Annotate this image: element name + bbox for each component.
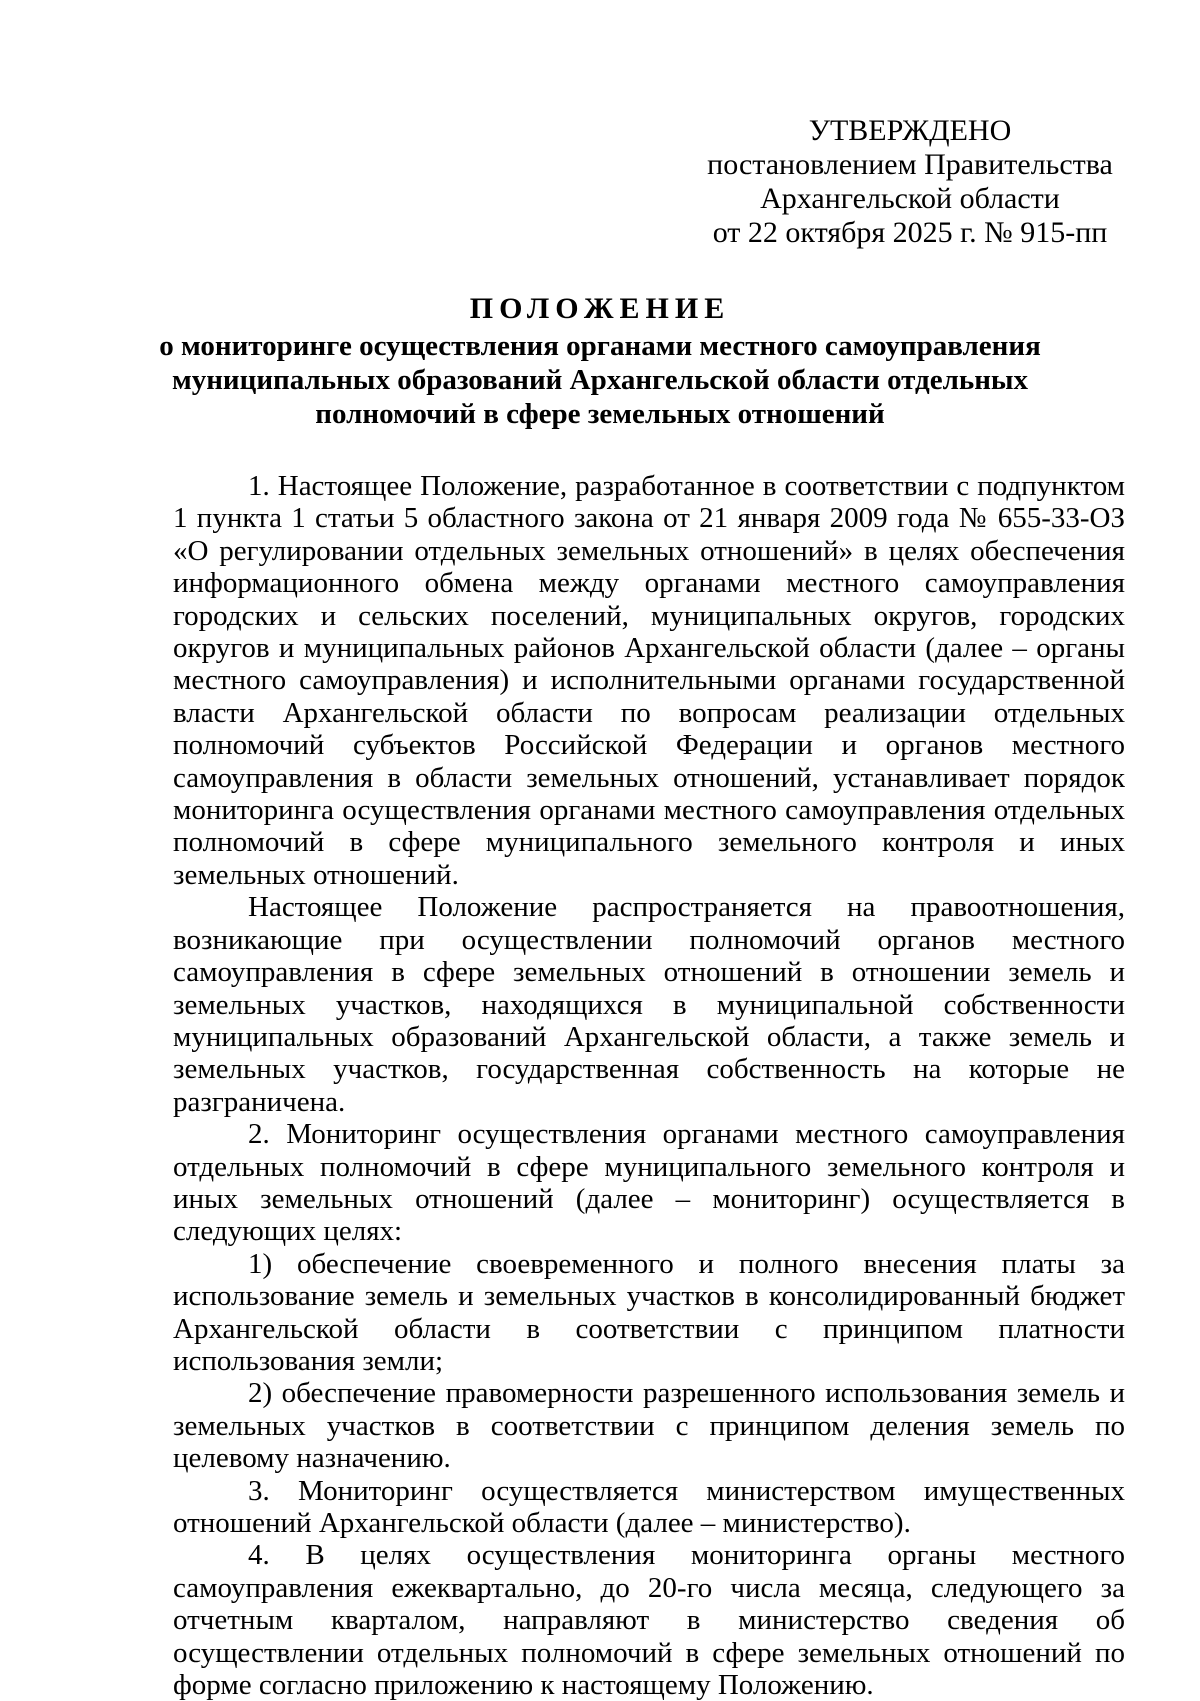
approval-status: УТВЕРЖДЕНО	[808, 114, 1012, 147]
approval-region: Архангельской области	[760, 182, 1060, 215]
paragraph-3-ministry: 3. Мониторинг осуществляется министерством имущественных отношений Архангельской области (далее – министерство).	[173, 1474, 1125, 1539]
subtitle-line: полномочий в сфере земельных отношений	[315, 398, 885, 430]
subtitle-line: о мониторинге осуществления органами местного самоуправления	[159, 330, 1041, 362]
approval-stamp	[690, 114, 1130, 250]
paragraph-2-goal-2: 2) обеспечение правомерности разрешенного использования земель и земельных участков в соответствии с принципом деления земель по целевому назначению.	[173, 1377, 1125, 1475]
paragraph-4-reporting: 4. В целях осуществления мониторинга органы местного самоуправления ежеквартально, до 20-го числа месяца, следующего за отчетным кварталом, направляют в министерство сведения об осуществлении отдельных полномочий в сфере земельных отношений по форме согласно приложению к настоящему Положению.	[173, 1539, 1125, 1701]
paragraph-2-goal-1: 1) обеспечение своевременного и полного внесения платы за использование земель и земельных участков в консолидированный бюджет Архангельской области в соответствии с принципом платности использования земли;	[173, 1247, 1125, 1377]
document-subtitle	[150, 329, 1050, 431]
paragraph-1-applicability: Настоящее Положение распространяется на правоотношения, возникающие при осуществлении полномочий органов местного самоуправления в сфере земельных отношений в отношении земель и земельных участков, находящихся в муниципальной собственности муниципальных образований Архангельской области, а также земель и земельных участков, государственная собственность на которые не разграничена.	[173, 891, 1125, 1118]
document-body	[173, 470, 1125, 1701]
document-title: ПОЛОЖЕНИЕ	[469, 292, 731, 325]
approval-date-number: от 22 октября 2025 г. № 915-пп	[712, 216, 1108, 249]
subtitle-line: муниципальных образований Архангельской области отдельных	[171, 364, 1029, 396]
document-heading	[150, 292, 1050, 431]
paragraph-2-goals: 2. Мониторинг осуществления органами местного самоуправления отдельных полномочий в сфере муниципального земельного контроля и иных земельных отношений (далее – мониторинг) осуществляется в следующих целях:	[173, 1118, 1125, 1248]
approval-authority: постановлением Правительства	[707, 148, 1113, 181]
paragraph-1-scope: 1. Настоящее Положение, разработанное в соответствии с подпунктом 1 пункта 1 статьи 5 областного закона от 21 января 2009 года № 655-33-ОЗ «О регулировании отдельных земельных отношений» в целях обеспечения информационного обмена между органами местного самоуправления городских и сельских поселений, муниципальных округов, городских округов и муниципальных районов Архангельской области (далее – органы местного самоуправления) и исполнительными органами государственной власти Архангельской области по вопросам реализации отдельных полномочий субъектов Российской Федерации и органов местного самоуправления в области земельных отношений, устанавливает порядок мониторинга осуществления органами местного самоуправления отдельных полномочий в сфере муниципального земельного контроля и иных земельных отношений.	[173, 470, 1125, 891]
